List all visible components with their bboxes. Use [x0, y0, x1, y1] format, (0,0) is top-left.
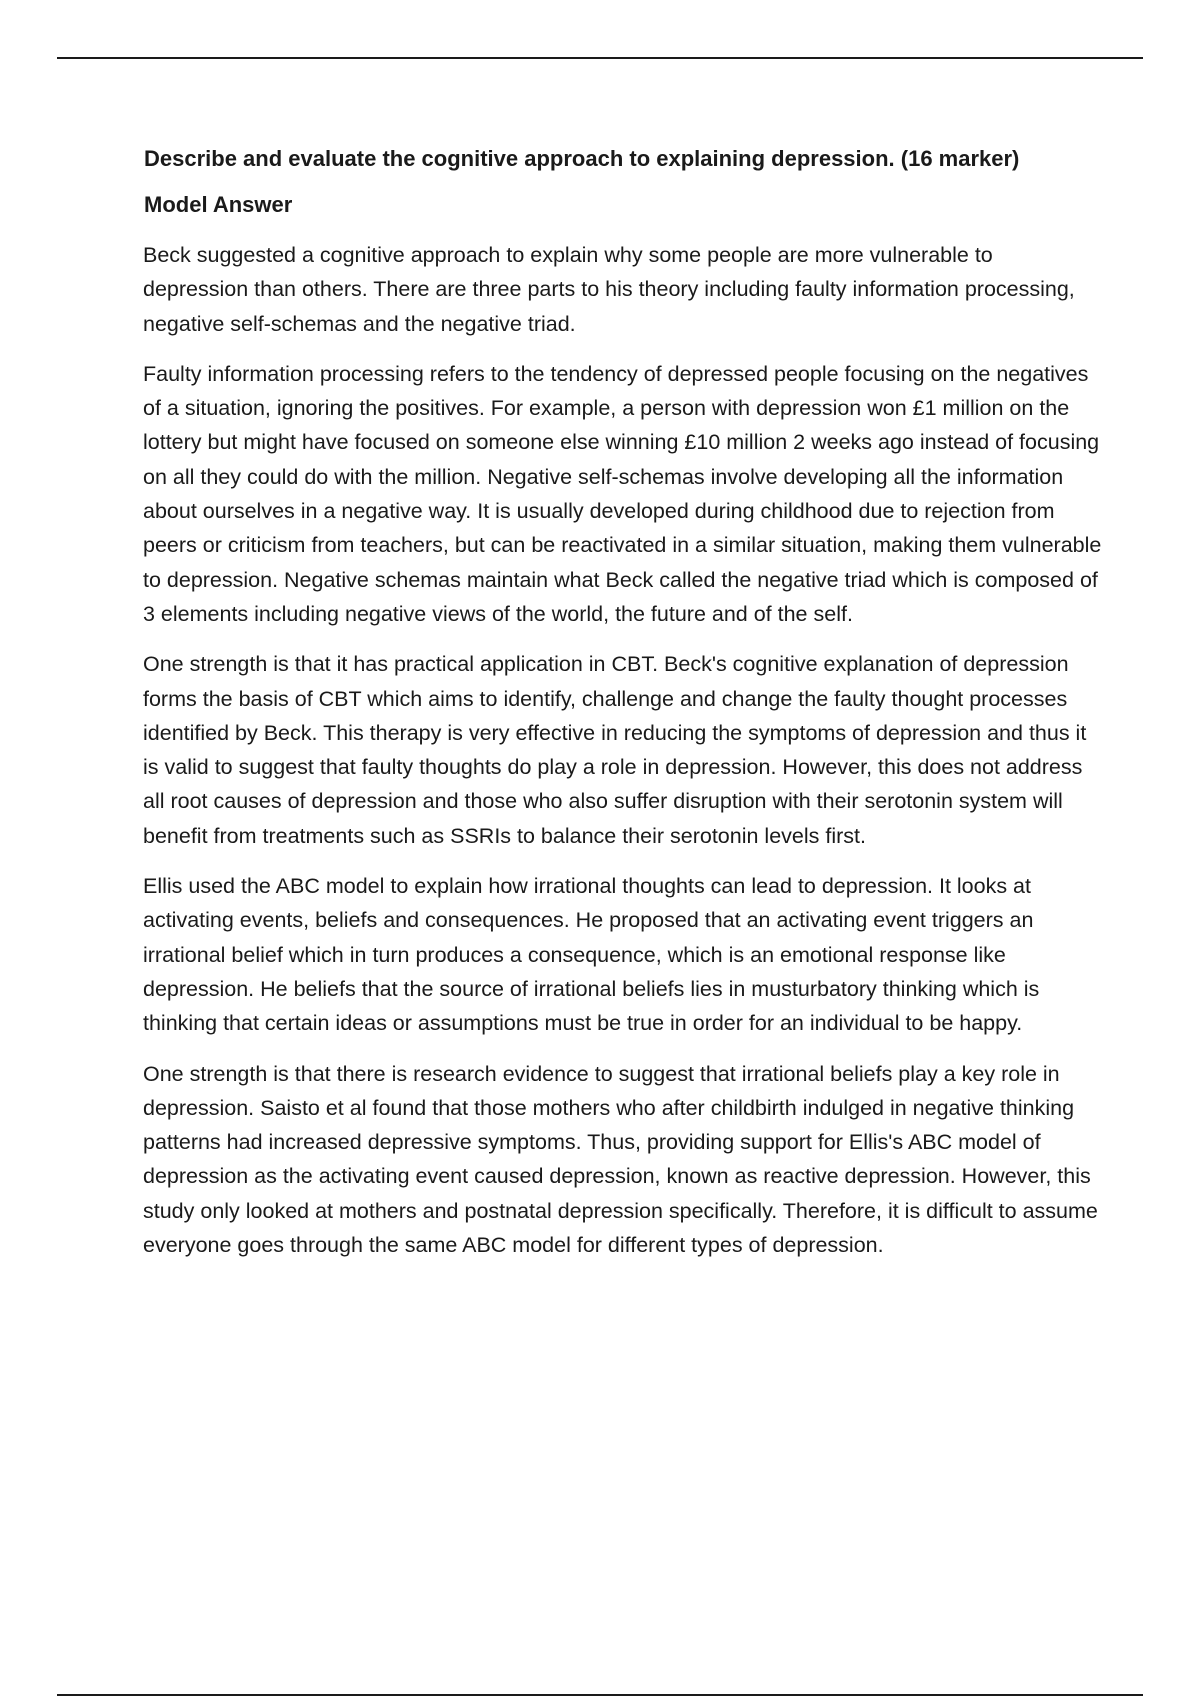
paragraph-beck-intro: Beck suggested a cognitive approach to explain why some people are more vulnerable to depression than others. There are three parts to his theory including faulty information processing, negative self-schemas and the negative triad.: [143, 243, 1075, 336]
paragraph-cbt-strength: One strength is that it has practical application in CBT. Beck's cognitive explanation of depression forms the basis of CBT which aims to identify, challenge and change the faulty thought processes identified by Beck. This therapy is very effective in reducing the symptoms of depression and thus it is valid to suggest that faulty thoughts do play a role in depression. However, this does not address all root causes of depression and those who also suffer disruption with their serotonin system will benefit from treatments such as SSRIs to balance their serotonin levels first.: [143, 652, 1087, 848]
document-body: [143, 144, 1103, 1278]
paragraph-faulty-processing: Faulty information processing refers to the tendency of depressed people focusing on the negatives of a situation, ignoring the positives. For example, a person with depression won £1 million on the lottery but might have focused on someone else winning £10 million 2 weeks ago instead of focusing on all they could do with the million. Negative self-schemas involve developing all the information about ourselves in a negative way. It is usually developed during childhood due to rejection from peers or criticism from teachers, but can be reactivated in a similar situation, making them vulnerable to depression. Negative schemas maintain what Beck called the negative triad which is composed of 3 elements including negative views of the world, the future and of the self.: [143, 361, 1102, 626]
bottom-rule: [57, 1694, 1143, 1696]
top-rule: [57, 57, 1143, 59]
model-answer-heading: Model Answer: [144, 192, 293, 217]
question-heading: Describe and evaluate the cognitive approach to explaining depression. (16 marker): [144, 146, 1020, 171]
paragraph-research-strength: One strength is that there is research evidence to suggest that irrational beliefs play a key role in depression. Saisto et al found that those mothers who after childbirth indulged in negative thinking patterns had increased depressive symptoms. Thus, providing support for Ellis's ABC model of depression as the activating event caused depression, known as reactive depression. However, this study only looked at mothers and postnatal depression specifically. Therefore, it is difficult to assume everyone goes through the same ABC model for different types of depression.: [143, 1061, 1098, 1258]
paragraph-ellis-abc: Ellis used the ABC model to explain how irrational thoughts can lead to depression. It looks at activating events, beliefs and consequences. He proposed that an activating event triggers an irrational belief which in turn produces a consequence, which is an emotional response like depression. He beliefs that the source of irrational beliefs lies in musturbatory thinking which is thinking that certain ideas or assumptions must be true in order for an individual to be happy.: [143, 874, 1040, 1036]
